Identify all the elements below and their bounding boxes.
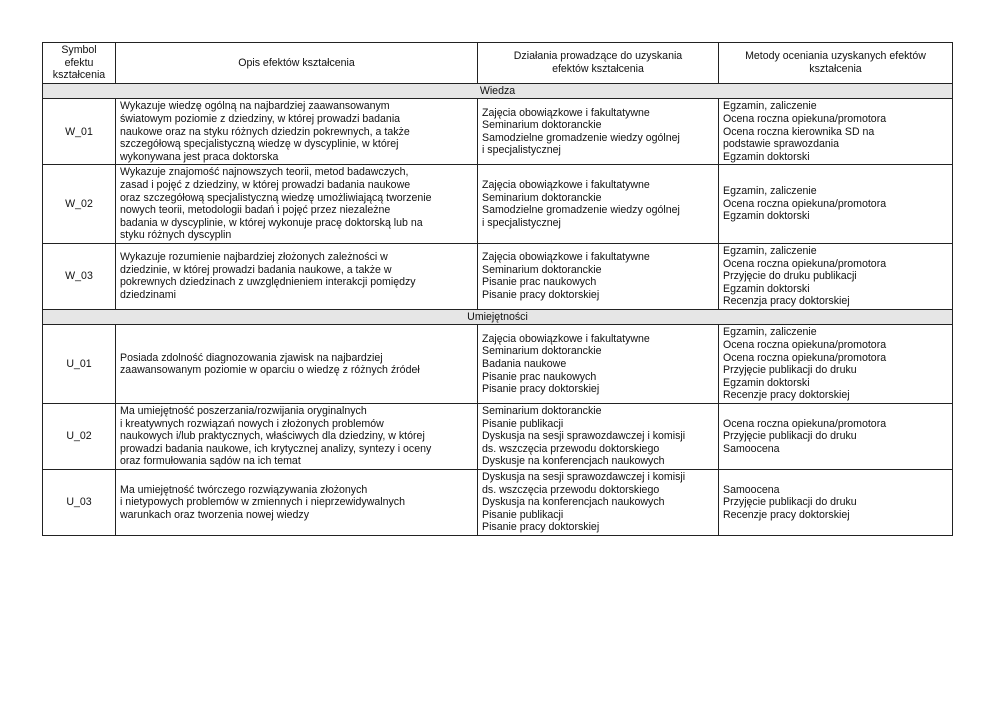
outcome-symbol: W_01 [43,99,116,165]
action-line: i specjalistycznej [482,216,561,229]
outcome-methods [719,165,953,244]
action-line: Pisanie prac naukowych [482,276,597,289]
section-row [43,83,953,99]
outcome-actions [478,470,719,536]
method-line: Egzamin doktorski [723,376,810,389]
method-line: Przyjęcie publikacji do druku [723,430,857,443]
method-line: Przyjęcie publikacji do druku [723,496,857,509]
method-line: Egzamin, zaliczenie [723,244,817,257]
method-line: Ocena roczna opiekuna/promotora [723,339,887,352]
action-line: Dyskusja na sesji sprawozdawczej i komisji [482,430,686,443]
action-line: Pisanie pracy doktorskiej [482,383,600,396]
header-row [43,43,953,84]
action-line: Dyskusja na konferencjach naukowych [482,496,665,509]
header-actions: Działania prowadzące do uzyskania efektów kształcenia [478,43,719,84]
method-line: Recenzje pracy doktorskiej [723,508,850,521]
section-row [43,309,953,325]
action-line: Seminarium doktoranckie [482,263,602,276]
method-line: Ocena roczna kierownika SD na [723,125,875,138]
outcome-symbol: U_03 [43,470,116,536]
table-row [43,99,953,165]
outcome-description: Wykazuje wiedzę ogólną na najbardziej zaawansowanym światowym poziomie z dziedziny, w której prowadzi badania naukowe oraz na styku różnych dziedzin pokrewnych, a także szczegółową specjalistyczną wiedzę w dyscyplinie, w której wykonywana jest praca doktorska [116,99,478,165]
outcome-actions [478,99,719,165]
action-line: Seminarium doktoranckie [482,119,602,132]
outcome-description: Ma umiejętność twórczego rozwiązywania złożonych i nietypowych problemów w zmiennych i nieprzewidywalnych warunkach oraz tworzenia nowej wiedzy [116,470,478,536]
action-line: Badania naukowe [482,357,567,370]
action-line: Seminarium doktoranckie [482,345,602,358]
method-line: Samoocena [723,483,780,496]
method-line: Ocena roczna opiekuna/promotora [723,197,887,210]
action-line: i specjalistycznej [482,144,561,157]
method-line: Egzamin doktorski [723,210,810,223]
method-line: Egzamin, zaliczenie [723,185,817,198]
method-line: Egzamin, zaliczenie [723,100,817,113]
header-symbol: Symbol efektu kształcenia [43,43,116,84]
table-row [43,165,953,244]
action-line: Dyskusja na sesji sprawozdawczej i komisji [482,471,686,483]
action-line: ds. wszczęcia przewodu doktorskiego [482,483,660,496]
method-line: podstawie sprawozdania [723,138,840,151]
section-title: Umiejętności [43,309,953,325]
action-line: Zajęcia obowiązkowe i fakultatywne [482,178,650,191]
outcome-actions [478,165,719,244]
outcome-symbol: U_02 [43,404,116,470]
table-row [43,325,953,404]
outcome-symbol: U_01 [43,325,116,404]
action-line: Zajęcia obowiązkowe i fakultatywne [482,106,650,119]
outcome-actions [478,404,719,470]
method-line: Recenzje pracy doktorskiej [723,389,850,402]
action-line: Dyskusje na konferencjach naukowych [482,455,665,468]
table-row [43,243,953,309]
outcome-methods [719,99,953,165]
method-line: Ocena roczna opiekuna/promotora [723,351,887,364]
header-methods: Metody oceniania uzyskanych efektów kształcenia [719,43,953,84]
action-line: Zajęcia obowiązkowe i fakultatywne [482,251,650,264]
action-line: Seminarium doktoranckie [482,405,602,418]
action-line: Pisanie publikacji [482,417,564,430]
action-line: Pisanie pracy doktorskiej [482,521,600,534]
outcome-methods [719,243,953,309]
table-row [43,470,953,536]
method-line: Egzamin doktorski [723,150,810,163]
method-line: Recenzja pracy doktorskiej [723,295,850,308]
outcome-actions [478,243,719,309]
method-line: Przyjęcie publikacji do druku [723,364,857,377]
table-row [43,404,953,470]
table-body [43,83,953,535]
method-line: Przyjęcie do druku publikacji [723,270,857,283]
header-description: Opis efektów kształcenia [116,43,478,84]
outcome-methods [719,470,953,536]
method-line: Ocena roczna opiekuna/promotora [723,257,887,270]
method-line: Egzamin, zaliczenie [723,326,817,339]
action-line: Pisanie publikacji [482,508,564,521]
outcome-symbol: W_03 [43,243,116,309]
method-line: Ocena roczna opiekuna/promotora [723,417,887,430]
outcome-symbol: W_02 [43,165,116,244]
outcome-description: Posiada zdolność diagnozowania zjawisk na najbardziej zaawansowanym poziomie w oparciu o wiedzę z różnych źródeł [116,325,478,404]
outcome-description: Ma umiejętność poszerzania/rozwijania oryginalnych i kreatywnych rozwiązań nowych i złożonych problemów naukowych i/lub praktycznych, właściwych dla dziedziny, w której prowadzi badania naukowe, ich krytycznej analizy, syntezy i oceny oraz formułowania sądów na ich temat [116,404,478,470]
method-line: Samoocena [723,442,780,455]
outcome-description: Wykazuje rozumienie najbardziej złożonych zależności w dziedzinie, w której prowadzi badania naukowe, a także w pokrewnych dziedzinach z uwzględnieniem interakcji pomiędzy dziedzinami [116,243,478,309]
outcome-actions [478,325,719,404]
method-line: Ocena roczna opiekuna/promotora [723,112,887,125]
action-line: Samodzielne gromadzenie wiedzy ogólnej [482,204,680,217]
outcome-methods [719,404,953,470]
action-line: Pisanie prac naukowych [482,370,597,383]
action-line: Seminarium doktoranckie [482,191,602,204]
outcome-methods [719,325,953,404]
action-line: Samodzielne gromadzenie wiedzy ogólnej [482,131,680,144]
method-line: Egzamin doktorski [723,282,810,295]
action-line: ds. wszczęcia przewodu doktorskiego [482,442,660,455]
learning-outcomes-table [42,42,953,536]
outcome-description: Wykazuje znajomość najnowszych teorii, metod badawczych, zasad i pojęć z dziedziny, w której prowadzi badania naukowe oraz szczegółową specjalistyczną wiedzę umożliwiającą tworzenie nowych teorii, metodologii badań i pojęć przez niezależne badania w dyscyplinie, w której wykonuje pracę doktorską lub na styku różnych dyscyplin [116,165,478,244]
section-title: Wiedza [43,83,953,99]
action-line: Pisanie pracy doktorskiej [482,288,600,301]
action-line: Zajęcia obowiązkowe i fakultatywne [482,332,650,345]
